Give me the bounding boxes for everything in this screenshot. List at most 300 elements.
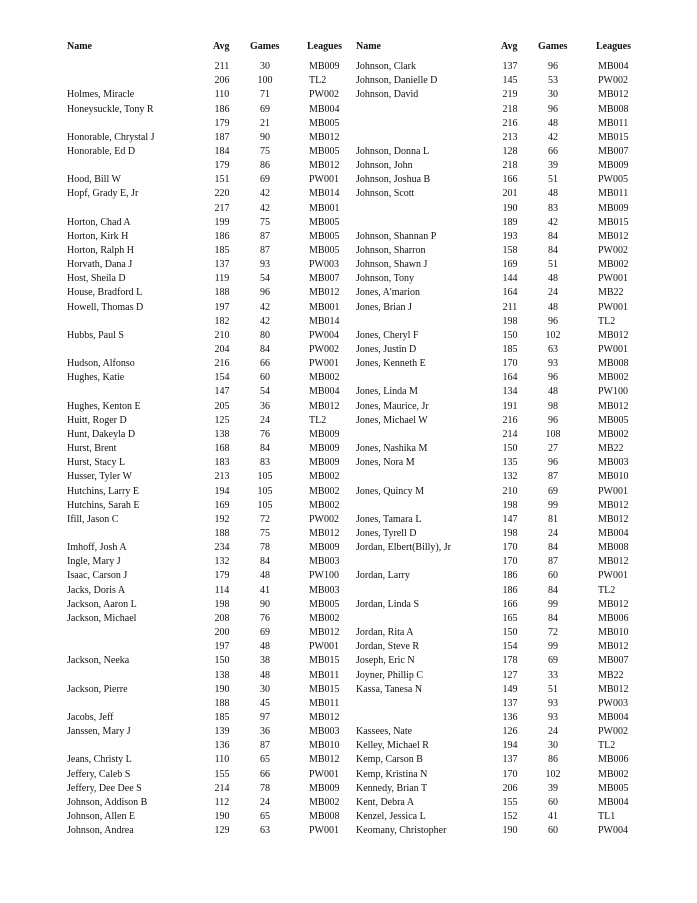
right-leagues-cell: MB006 xyxy=(598,754,629,766)
left-name-cell: Jackson, Pierre xyxy=(67,683,128,695)
left-leagues-cell: PW004 xyxy=(309,329,339,341)
left-avg-cell: 185 xyxy=(214,711,230,723)
table-row xyxy=(0,272,697,286)
table-row xyxy=(0,216,697,230)
table-row xyxy=(0,258,697,272)
left-name-cell: Janssen, Mary J xyxy=(67,726,131,738)
left-name-cell: House, Bradford L xyxy=(67,287,143,299)
table-row xyxy=(0,286,697,300)
left-name-cell: Johnson, Addison B xyxy=(67,796,148,808)
right-leagues-cell: PW001 xyxy=(598,344,628,355)
left-games-cell: 84 xyxy=(260,556,270,568)
right-avg-cell: 147 xyxy=(502,513,518,525)
left-avg-cell: 185 xyxy=(214,245,230,256)
right-games-cell: 96 xyxy=(548,103,558,115)
right-name-cell: Johnson, Danielle D xyxy=(356,75,438,87)
left-games-cell: 90 xyxy=(260,598,270,610)
right-avg-cell: 211 xyxy=(502,301,518,313)
left-leagues-cell: MB003 xyxy=(309,726,340,738)
table-row xyxy=(0,357,697,371)
table-row xyxy=(0,159,697,173)
left-name-cell: Howell, Thomas D xyxy=(67,301,144,313)
left-leagues-cell: MB009 xyxy=(309,443,340,455)
left-leagues-cell: PW002 xyxy=(309,89,339,101)
left-games-cell: 66 xyxy=(260,768,270,780)
right-avg-cell: 144 xyxy=(502,273,518,285)
table-row xyxy=(0,329,697,343)
left-name-cell: Host, Sheila D xyxy=(67,273,126,285)
left-avg-cell: 208 xyxy=(214,612,230,624)
left-avg-cell: 137 xyxy=(214,259,230,271)
left-games-cell: 41 xyxy=(260,584,270,596)
table-row xyxy=(0,470,697,484)
right-games-cell: 72 xyxy=(548,627,558,638)
left-leagues-cell: MB005 xyxy=(309,230,340,242)
left-leagues-cell: PW001 xyxy=(309,174,339,186)
left-games-cell: 48 xyxy=(260,570,270,582)
table-row xyxy=(0,456,697,470)
left-leagues-cell: MB003 xyxy=(309,556,340,568)
right-leagues-cell: MB002 xyxy=(598,259,629,271)
right-name-cell: Jones, Kenneth E xyxy=(356,358,426,370)
right-leagues-cell: TL2 xyxy=(598,740,616,752)
left-games-cell: 24 xyxy=(260,414,270,426)
left-avg-cell: 182 xyxy=(214,315,230,327)
left-games-cell: 87 xyxy=(260,230,270,242)
left-name-cell: Honorable, Chrystal J xyxy=(67,131,155,143)
right-games-cell: 42 xyxy=(548,216,558,228)
left-avg-cell: 187 xyxy=(214,131,230,143)
right-avg-cell: 170 xyxy=(502,542,518,554)
table-row xyxy=(0,711,697,725)
right-name-cell: Jones, Michael W xyxy=(356,414,428,426)
left-avg-cell: 129 xyxy=(214,825,230,837)
right-leagues-cell: PW005 xyxy=(598,174,628,186)
right-leagues-cell: MB009 xyxy=(598,202,629,214)
table-row xyxy=(0,555,697,569)
right-games-cell: 48 xyxy=(548,301,558,313)
left-name-cell: Jackson, Michael xyxy=(67,612,137,624)
right-games-cell: 84 xyxy=(548,612,558,624)
left-leagues-cell: MB015 xyxy=(309,683,340,695)
right-games-cell: 42 xyxy=(548,131,558,143)
left-avg-cell: 179 xyxy=(214,160,230,172)
right-games-cell: 87 xyxy=(548,556,558,568)
table-row xyxy=(0,103,697,117)
right-leagues-cell: TL1 xyxy=(598,811,616,822)
right-leagues-cell: MB22 xyxy=(598,443,624,455)
left-games-cell: 38 xyxy=(260,655,270,667)
left-avg-cell: 194 xyxy=(214,485,230,497)
right-avg-cell: 191 xyxy=(502,400,518,412)
left-games-cell: 65 xyxy=(260,754,270,766)
right-leagues-cell: MB010 xyxy=(598,471,629,483)
table-row xyxy=(0,824,697,838)
right-avg-cell: 190 xyxy=(502,825,518,837)
left-games-cell: 75 xyxy=(260,528,270,539)
right-avg-cell: 216 xyxy=(502,414,518,426)
left-avg-cell: 186 xyxy=(214,230,230,242)
left-games-cell: 42 xyxy=(260,315,270,327)
left-avg-cell: 188 xyxy=(214,528,230,539)
right-leagues-cell: PW001 xyxy=(598,301,628,313)
left-leagues-cell: MB010 xyxy=(309,740,340,752)
right-name-cell: Johnson, Sharron xyxy=(356,245,426,256)
left-leagues-cell: PW002 xyxy=(309,513,339,525)
right-leagues-cell: MB002 xyxy=(598,768,629,780)
left-name-cell: Jackson, Neeka xyxy=(67,655,130,667)
right-games-cell: 108 xyxy=(545,428,561,440)
left-games-cell: 42 xyxy=(260,188,270,200)
right-leagues-cell: MB22 xyxy=(598,669,624,681)
right-games-cell: 24 xyxy=(548,287,558,299)
right-leagues-cell: MB011 xyxy=(598,188,629,200)
table-row xyxy=(0,88,697,102)
right-name-cell: Kassees, Nate xyxy=(356,726,413,738)
table-row xyxy=(0,739,697,753)
left-leagues-cell: TL2 xyxy=(309,75,327,87)
left-avg-cell: 110 xyxy=(214,754,230,766)
right-games-cell: 87 xyxy=(548,471,558,483)
right-name-cell: Jones, Brian J xyxy=(356,301,412,313)
left-avg-cell: 213 xyxy=(214,471,230,483)
right-leagues-cell: TL2 xyxy=(598,584,616,596)
left-games-cell: 48 xyxy=(260,641,270,653)
left-avg-cell: 112 xyxy=(214,796,230,808)
left-leagues-cell: MB005 xyxy=(309,598,340,610)
left-games-cell: 30 xyxy=(260,61,270,72)
right-leagues-cell: PW002 xyxy=(598,245,628,256)
left-name-cell: Hughes, Katie xyxy=(67,372,125,384)
right-avg-cell: 165 xyxy=(502,612,518,624)
left-games-cell: 75 xyxy=(260,145,270,157)
left-leagues-cell: MB002 xyxy=(309,499,340,511)
right-leagues-cell: MB012 xyxy=(598,329,629,341)
table-row xyxy=(0,414,697,428)
right-games-cell: 99 xyxy=(548,641,558,653)
right-leagues-cell: MB012 xyxy=(598,89,629,101)
left-leagues-cell: MB012 xyxy=(309,131,340,143)
left-games-cell: 48 xyxy=(260,669,270,681)
right-name-cell: Kemp, Kristina N xyxy=(356,768,428,780)
right-avg-cell: 158 xyxy=(502,245,518,256)
right-games-cell: 83 xyxy=(548,202,558,214)
table-row xyxy=(0,810,697,824)
right-avg-cell: 166 xyxy=(502,174,518,186)
right-games-cell: 51 xyxy=(548,683,558,695)
right-name-cell: Johnson, Shannan P xyxy=(356,230,437,242)
right-games-cell: 69 xyxy=(548,655,558,667)
right-name-cell: Johnson, David xyxy=(356,89,419,101)
right-name-cell: Jones, Cheryl F xyxy=(356,329,419,341)
right-games-cell: 96 xyxy=(548,414,558,426)
left-name-cell: Ifill, Jason C xyxy=(67,513,119,525)
left-leagues-cell: MB012 xyxy=(309,287,340,299)
right-games-cell: 60 xyxy=(548,570,558,582)
right-avg-cell: 198 xyxy=(502,528,518,539)
left-games-cell: 96 xyxy=(260,287,270,299)
right-name-cell: Jordan, Larry xyxy=(356,570,410,582)
right-leagues-cell: PW004 xyxy=(598,825,628,837)
left-leagues-cell: MB007 xyxy=(309,273,340,285)
right-avg-cell: 136 xyxy=(502,711,518,723)
left-avg-cell: 220 xyxy=(214,188,230,200)
right-avg-cell: 127 xyxy=(502,669,518,681)
right-leagues-cell: MB002 xyxy=(598,372,629,384)
right-leagues-cell: MB012 xyxy=(598,230,629,242)
right-games-cell: 102 xyxy=(545,768,561,780)
right-games-cell: 99 xyxy=(548,499,558,511)
right-avg-cell: 149 xyxy=(502,683,518,695)
left-name-cell: Jeans, Christy L xyxy=(67,754,132,766)
right-leagues-cell: MB012 xyxy=(598,400,629,412)
right-leagues-cell: PW002 xyxy=(598,726,628,738)
left-avg-cell: 155 xyxy=(214,768,230,780)
right-games-cell: 63 xyxy=(548,344,558,355)
right-name-header: Name xyxy=(356,41,381,52)
right-leagues-cell: MB004 xyxy=(598,528,629,539)
left-avg-cell: 150 xyxy=(214,655,230,667)
left-avg-cell: 125 xyxy=(214,414,230,426)
left-name-cell: Johnson, Allen E xyxy=(67,811,136,822)
right-name-cell: Kassa, Tanesa N xyxy=(356,683,423,695)
right-leagues-cell: MB008 xyxy=(598,103,629,115)
right-games-cell: 93 xyxy=(548,697,558,709)
right-games-cell: 81 xyxy=(548,513,558,525)
right-avg-cell: 152 xyxy=(502,811,518,822)
left-leagues-cell: PW002 xyxy=(309,344,339,355)
left-leagues-cell: PW100 xyxy=(309,570,339,582)
right-leagues-cell: PW001 xyxy=(598,570,628,582)
left-games-cell: 84 xyxy=(260,443,270,455)
left-name-cell: Hood, Bill W xyxy=(67,174,121,186)
right-games-cell: 84 xyxy=(548,245,558,256)
right-avg-cell: 128 xyxy=(502,145,518,157)
right-leagues-cell: MB010 xyxy=(598,627,629,638)
right-leagues-cell: MB009 xyxy=(598,160,629,172)
left-avg-cell: 217 xyxy=(214,202,230,214)
left-leagues-cell: MB011 xyxy=(309,669,340,681)
left-avg-cell: 119 xyxy=(214,273,230,285)
right-games-cell: 30 xyxy=(548,740,558,752)
left-games-cell: 97 xyxy=(260,711,270,723)
left-games-cell: 30 xyxy=(260,683,270,695)
right-leagues-cell: MB004 xyxy=(598,61,629,72)
left-avg-cell: 198 xyxy=(214,598,230,610)
right-avg-cell: 126 xyxy=(502,726,518,738)
right-avg-cell: 169 xyxy=(502,259,518,271)
left-games-cell: 63 xyxy=(260,825,270,837)
left-avg-cell: 216 xyxy=(214,358,230,370)
right-avg-cell: 190 xyxy=(502,202,518,214)
right-leagues-cell: MB006 xyxy=(598,612,629,624)
right-name-cell: Jones, Nashika M xyxy=(356,443,428,455)
right-games-cell: 60 xyxy=(548,796,558,808)
right-games-cell: 51 xyxy=(548,259,558,271)
right-games-cell: 39 xyxy=(548,160,558,172)
right-leagues-cell: MB005 xyxy=(598,414,629,426)
left-name-header: Name xyxy=(67,41,92,52)
right-games-cell: 48 xyxy=(548,273,558,285)
table-row xyxy=(0,626,697,640)
right-leagues-cell: MB012 xyxy=(598,513,629,525)
left-avg-cell: 204 xyxy=(214,344,230,355)
left-name-cell: Horton, Ralph H xyxy=(67,245,134,256)
table-row xyxy=(0,117,697,131)
left-avg-cell: 110 xyxy=(214,89,230,101)
left-name-cell: Jackson, Aaron L xyxy=(67,598,137,610)
right-name-cell: Jones, Maurice, Jr xyxy=(356,400,429,412)
right-leagues-cell: MB008 xyxy=(598,542,629,554)
left-games-cell: 78 xyxy=(260,542,270,554)
table-row xyxy=(0,499,697,513)
right-name-cell: Kennedy, Brian T xyxy=(356,782,428,794)
left-leagues-cell: MB014 xyxy=(309,315,340,327)
left-name-cell: Horton, Chad A xyxy=(67,216,131,228)
right-avg-cell: 155 xyxy=(502,796,518,808)
left-games-cell: 36 xyxy=(260,400,270,412)
left-leagues-cell: MB004 xyxy=(309,386,340,398)
left-avg-header: Avg xyxy=(213,41,230,52)
left-games-cell: 54 xyxy=(260,273,270,285)
right-avg-cell: 218 xyxy=(502,103,518,115)
right-avg-cell: 185 xyxy=(502,344,518,355)
left-leagues-cell: MB005 xyxy=(309,117,340,129)
left-games-cell: 72 xyxy=(260,513,270,525)
table-row xyxy=(0,400,697,414)
left-leagues-cell: MB012 xyxy=(309,754,340,766)
left-leagues-cell: MB001 xyxy=(309,202,340,214)
left-games-cell: 86 xyxy=(260,160,270,172)
left-leagues-cell: PW001 xyxy=(309,358,339,370)
right-leagues-cell: PW002 xyxy=(598,75,628,87)
right-avg-cell: 134 xyxy=(502,386,518,398)
left-leagues-cell: MB012 xyxy=(309,711,340,723)
right-games-cell: 69 xyxy=(548,485,558,497)
left-name-cell: Hunt, Dakeyla D xyxy=(67,428,136,440)
right-avg-cell: 150 xyxy=(502,627,518,638)
left-games-cell: 21 xyxy=(260,117,270,129)
table-row xyxy=(0,442,697,456)
right-avg-cell: 214 xyxy=(502,428,518,440)
left-games-cell: 105 xyxy=(257,499,273,511)
right-leagues-cell: MB015 xyxy=(598,131,629,143)
right-name-cell: Johnson, Shawn J xyxy=(356,259,428,271)
right-avg-cell: 170 xyxy=(502,556,518,568)
left-leagues-cell: MB009 xyxy=(309,457,340,469)
right-name-cell: Joyner, Phillip C xyxy=(356,669,424,681)
right-name-cell: Jones, Quincy M xyxy=(356,485,425,497)
right-leagues-cell: PW100 xyxy=(598,386,628,398)
left-name-cell: Jacks, Doris A xyxy=(67,584,126,596)
table-row xyxy=(0,385,697,399)
left-games-header: Games xyxy=(250,41,280,52)
left-leagues-cell: MB012 xyxy=(309,400,340,412)
left-leagues-cell: MB002 xyxy=(309,372,340,384)
left-leagues-cell: MB009 xyxy=(309,542,340,554)
right-avg-cell: 201 xyxy=(502,188,518,200)
right-games-cell: 60 xyxy=(548,825,558,837)
left-name-cell: Honeysuckle, Tony R xyxy=(67,103,154,115)
left-name-cell: Jacobs, Jeff xyxy=(67,711,114,723)
right-avg-cell: 186 xyxy=(502,584,518,596)
right-avg-cell: 194 xyxy=(502,740,518,752)
left-games-cell: 69 xyxy=(260,627,270,638)
left-leagues-cell: MB008 xyxy=(309,811,340,822)
left-avg-cell: 188 xyxy=(214,287,230,299)
right-leagues-cell: MB015 xyxy=(598,216,629,228)
right-games-cell: 84 xyxy=(548,584,558,596)
left-leagues-cell: MB003 xyxy=(309,584,340,596)
left-games-cell: 45 xyxy=(260,697,270,709)
table-row xyxy=(0,343,697,357)
right-name-cell: Jones, Linda M xyxy=(356,386,418,398)
right-avg-cell: 150 xyxy=(502,443,518,455)
right-games-cell: 96 xyxy=(548,372,558,384)
table-row xyxy=(0,725,697,739)
left-avg-cell: 151 xyxy=(214,174,230,186)
left-name-cell: Horton, Kirk H xyxy=(67,230,129,242)
right-leagues-cell: MB005 xyxy=(598,782,629,794)
table-row xyxy=(0,527,697,541)
right-name-cell: Johnson, John xyxy=(356,160,413,172)
right-name-cell: Kelley, Michael R xyxy=(356,740,429,752)
table-row xyxy=(0,244,697,258)
right-leagues-cell: MB012 xyxy=(598,683,629,695)
table-row xyxy=(0,768,697,782)
left-leagues-cell: MB009 xyxy=(309,428,340,440)
table-row xyxy=(0,584,697,598)
left-leagues-cell: MB001 xyxy=(309,301,340,313)
left-leagues-cell: PW003 xyxy=(309,259,339,271)
left-avg-cell: 136 xyxy=(214,740,230,752)
right-avg-header: Avg xyxy=(501,41,518,52)
left-name-cell: Hutchins, Sarah E xyxy=(67,499,140,511)
right-avg-cell: 132 xyxy=(502,471,518,483)
right-name-cell: Johnson, Joshua B xyxy=(356,174,431,186)
right-leagues-cell: TL2 xyxy=(598,315,616,327)
right-avg-cell: 198 xyxy=(502,499,518,511)
table-row xyxy=(0,640,697,654)
right-avg-cell: 137 xyxy=(502,61,518,72)
right-avg-cell: 137 xyxy=(502,697,518,709)
left-games-cell: 42 xyxy=(260,202,270,214)
left-name-cell: Honorable, Ed D xyxy=(67,145,136,157)
right-avg-cell: 198 xyxy=(502,315,518,327)
left-leagues-cell: MB012 xyxy=(309,627,340,638)
left-games-cell: 78 xyxy=(260,782,270,794)
right-name-cell: Jordan, Elbert(Billy), Jr xyxy=(356,542,451,554)
left-avg-cell: 210 xyxy=(214,329,230,341)
left-games-cell: 36 xyxy=(260,726,270,738)
right-leagues-cell: MB004 xyxy=(598,711,629,723)
table-row xyxy=(0,371,697,385)
left-leagues-cell: MB012 xyxy=(309,160,340,172)
table-row xyxy=(0,145,697,159)
right-avg-cell: 213 xyxy=(502,131,518,143)
left-avg-cell: 197 xyxy=(214,301,230,313)
table-row xyxy=(0,654,697,668)
table-row xyxy=(0,697,697,711)
table-row xyxy=(0,796,697,810)
right-games-cell: 102 xyxy=(545,329,561,341)
right-games-cell: 86 xyxy=(548,754,558,766)
left-avg-cell: 184 xyxy=(214,145,230,157)
table-row xyxy=(0,569,697,583)
left-leagues-cell: MB002 xyxy=(309,612,340,624)
right-avg-cell: 193 xyxy=(502,230,518,242)
left-avg-cell: 179 xyxy=(214,570,230,582)
